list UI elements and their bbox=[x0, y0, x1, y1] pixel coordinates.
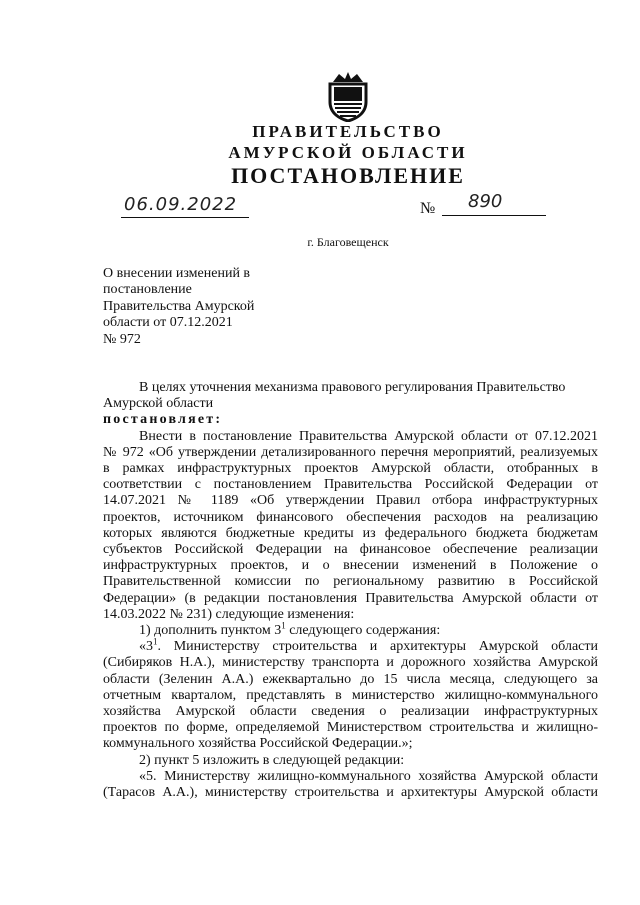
item-1-superscript: 1 bbox=[281, 620, 286, 631]
city-label: г. Благовещенск bbox=[307, 235, 389, 249]
item-2-line: 2) пункт 5 изложить в следующей редакции: bbox=[139, 752, 405, 768]
quote-1-text: . Министерству строительства и архитектуры Амурской области bbox=[157, 639, 598, 655]
handwritten-number: 890 bbox=[468, 191, 503, 212]
paragraph-line: Правительственной комиссии по региональному развитию в Российской bbox=[103, 574, 598, 590]
document-body bbox=[103, 380, 598, 801]
region-title: АМУРСКОЙ ОБЛАСТИ bbox=[228, 143, 468, 162]
paragraph-line: соответствии с постановлением Правительства Российской Федерации от bbox=[103, 477, 598, 493]
quote-1-number: «3 bbox=[139, 639, 153, 655]
preamble-line: Амурской области bbox=[103, 396, 214, 412]
document-subject bbox=[103, 266, 303, 348]
quote-1-line: отчетным кварталом, представлять в министерство жилищно-коммунального bbox=[103, 687, 598, 703]
quote-1-line: области (Зеленин А.А.) ежеквартально до 15 числа месяца, следующего за bbox=[103, 671, 598, 687]
preamble-line: В целях уточнения механизма правового регулирования Правительство bbox=[139, 380, 566, 395]
quote-1-line: хозяйства Амурской области сведения о реализации инфраструктурных bbox=[103, 704, 598, 720]
subject-line: Правительства Амурской bbox=[103, 298, 255, 314]
coat-of-arms-emblem bbox=[325, 68, 371, 122]
number-underline bbox=[442, 215, 546, 216]
handwritten-date: 06.09.2022 bbox=[124, 194, 238, 215]
document-type-title: ПОСТАНОВЛЕНИЕ bbox=[231, 163, 465, 188]
paragraph-line: № 972 «Об утверждении детализированного перечня мероприятий, реализуемых bbox=[103, 444, 598, 460]
quote-1-line: коммунального хозяйства Российской Федерации.»; bbox=[103, 736, 413, 752]
item-1-text-end: следующего содержания: bbox=[285, 623, 441, 639]
paragraph-line: 14.03.2022 № 231) следующие изменения: bbox=[103, 606, 355, 622]
subject-line: постановление bbox=[103, 282, 192, 298]
quote-1-line: (Сибиряков Н.А.), министерству транспорта и дорожного хозяйства Амурской bbox=[103, 655, 598, 671]
subject-line: № 972 bbox=[103, 331, 141, 347]
quote-1-superscript: 1 bbox=[153, 636, 158, 647]
paragraph-line: которых являются бюджетные кредиты из федерального бюджета бюджетам bbox=[103, 525, 598, 541]
item-1-text: 1) дополнить пунктом 3 bbox=[139, 623, 282, 639]
paragraph-line: субъектов Российской Федерации на финансовое обеспечение реализации bbox=[103, 542, 598, 558]
number-sign: № bbox=[420, 200, 436, 217]
subject-line: О внесении изменений в bbox=[103, 266, 251, 281]
paragraph-line: проектов, источником финансового обеспечения расходов на реализацию bbox=[103, 509, 598, 525]
government-title: ПРАВИТЕЛЬСТВО bbox=[252, 122, 444, 141]
paragraph-line: 14.07.2021 № 1189 «Об утверждении Правил отбора инфраструктурных bbox=[103, 493, 598, 509]
quote-1-line bbox=[103, 636, 598, 655]
paragraph-line: инфраструктурных проектов, и о внесении изменений в Положение о bbox=[103, 558, 598, 574]
date-underline bbox=[121, 217, 249, 218]
subject-line: области от 07.12.2021 bbox=[103, 315, 233, 331]
item-1-line bbox=[103, 620, 598, 639]
quote-1-line: проектов по форме, определяемой Министерством строительства и жилищно- bbox=[103, 720, 598, 736]
quote-2-line: «5. Министерству жилищно-коммунального хозяйства Амурской области bbox=[139, 768, 598, 784]
quote-2-line: (Тарасов А.А.), министерству строительства и архитектуры Амурской области bbox=[103, 785, 598, 801]
paragraph-line: Федерации» (в редакции постановления Правительства Амурской области от bbox=[103, 590, 598, 606]
decree-word: постановляет: bbox=[103, 412, 223, 428]
paragraph-line: в рамках инфраструктурных проектов Амурской области, отобранных в bbox=[103, 461, 598, 477]
paragraph-line: Внести в постановление Правительства Амурской области от 07.12.2021 bbox=[139, 428, 598, 444]
